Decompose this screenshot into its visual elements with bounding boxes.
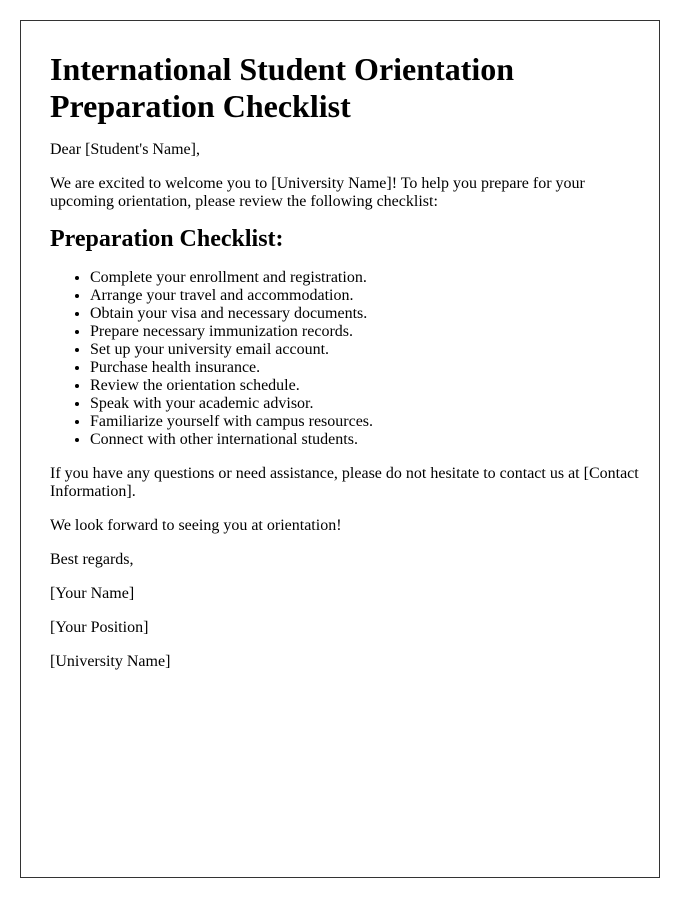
checklist-heading: Preparation Checklist: bbox=[50, 226, 284, 252]
checklist-item: • Set up your university email account. bbox=[90, 341, 640, 359]
page-title: International Student Orientation Preparation Checklist bbox=[50, 51, 515, 124]
checklist-item: • Familiarize yourself with campus resources. bbox=[90, 413, 640, 431]
checklist-item: • Purchase health insurance. bbox=[90, 359, 640, 377]
signature-position: [Your Position] bbox=[50, 619, 149, 636]
signature-university: [University Name] bbox=[50, 653, 171, 670]
checklist-item: • Speak with your academic advisor. bbox=[90, 395, 640, 413]
checklist-item: • Complete your enrollment and registration. bbox=[90, 269, 640, 287]
checklist-item: • Review the orientation schedule. bbox=[90, 377, 640, 395]
checklist-item: • Obtain your visa and necessary documents. bbox=[90, 305, 640, 323]
checklist bbox=[50, 269, 640, 449]
checklist-item: • Prepare necessary immunization records. bbox=[90, 323, 640, 341]
letter-content bbox=[50, 51, 640, 671]
greeting: Dear [Student's Name], bbox=[50, 141, 200, 158]
checklist-item: • Connect with other international students. bbox=[90, 431, 640, 449]
checklist-item: • Arrange your travel and accommodation. bbox=[90, 287, 640, 305]
sign-off: Best regards, bbox=[50, 551, 134, 568]
closing-paragraph: We look forward to seeing you at orientation! bbox=[50, 517, 342, 534]
letter-page bbox=[20, 20, 660, 878]
intro-paragraph: We are excited to welcome you to [University Name]! To help you prepare for your upcoming orientation, please review the following checklist: bbox=[50, 175, 585, 210]
signature-name: [Your Name] bbox=[50, 585, 135, 602]
contact-paragraph: If you have any questions or need assistance, please do not hesitate to contact us at [Contact Information]. bbox=[50, 465, 639, 500]
